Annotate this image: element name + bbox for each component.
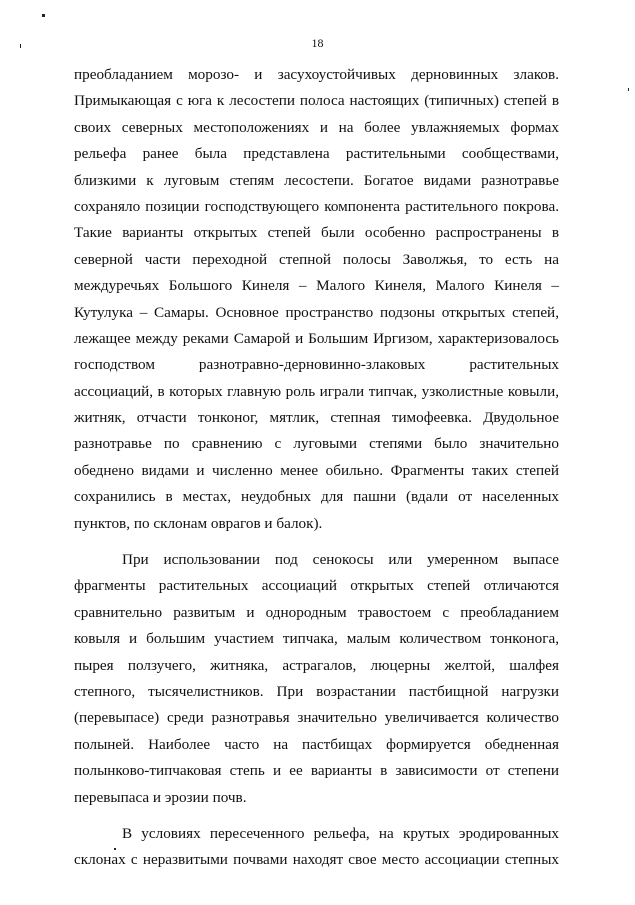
text-line: Такие варианты открытых степей были особенно распространены в	[74, 224, 559, 242]
text-line: Кутулука – Самары. Основное пространство подзоны открытых степей,	[74, 303, 559, 321]
text-line: При использовании под сенокосы или умеренном выпасе	[122, 551, 559, 569]
text-line: междуречьях Большого Кинеля – Малого Кинеля, Малого Кинеля –	[74, 277, 559, 295]
text-line: господством разнотравно-дерновинно-злаковых растительных	[74, 356, 559, 374]
text-line: преобладанием морозо- и засухоустойчивых дерновинных злаков.	[74, 66, 559, 83]
text-line: северной части переходной степной полосы Заволжья, то есть на	[74, 250, 559, 268]
paragraph-gap	[74, 537, 559, 547]
text-line: сохраняло позиции господствующего компонента растительного покрова.	[74, 197, 559, 215]
document-body	[74, 62, 559, 874]
page-number: 18	[311, 36, 324, 50]
paragraph-gap	[74, 811, 559, 821]
text-line: ковыля и большим участием типчака, малым количеством тонконога,	[74, 630, 559, 648]
text-line: Примыкающая с юга к лесостепи полоса настоящих (типичных) степей в	[74, 92, 559, 110]
paragraph	[74, 547, 559, 811]
text-line: сохранились в местах, неудобных для пашни (вдали от населенных	[74, 488, 559, 506]
text-line: полынково-типчаковая степь и ее варианты в зависимости от степени	[74, 762, 559, 780]
text-line: склонах с неразвитыми почвами находят свое место ассоциации степных	[74, 851, 559, 869]
text-line: рельефа ранее была представлена растительными сообществами,	[74, 145, 559, 163]
text-line: В условиях пересеченного рельефа, на крутых эродированных	[122, 824, 559, 842]
text-line: перевыпаса и эрозии почв.	[74, 788, 247, 806]
text-line: степного, тысячелистников. При возрастании пастбищной нагрузки	[74, 682, 559, 700]
text-line: близкими к луговым степям лесостепи. Богатое видами разнотравье	[74, 171, 559, 189]
text-line: разнотравье по сравнению с луговыми степями было значительно	[74, 435, 559, 453]
text-line: фрагменты растительных ассоциаций открытых степей отличаются	[74, 577, 559, 595]
scan-speck	[42, 14, 45, 17]
text-line: своих северных местоположениях и на более увлажняемых формах	[74, 118, 559, 136]
text-line: полыней. Наиболее часто на пастбищах формируется обедненная	[74, 735, 559, 753]
paragraph	[74, 62, 559, 537]
text-line: житняк, отчасти тонконог, мятлик, степная тимофеевка. Двудольное	[74, 409, 559, 427]
text-line: лежащее между реками Самарой и Большим Иргизом, характеризовалось	[74, 329, 559, 347]
text-line: обеднено видами и численно менее обильно. Фрагменты таких степей	[74, 461, 559, 479]
paragraph	[74, 821, 559, 874]
text-line: (перевыпасе) среди разнотравья значительно увеличивается количество	[74, 709, 559, 727]
text-line: сравнительно развитым и однородным травостоем с преобладанием	[74, 603, 559, 621]
text-line: пырея ползучего, житняка, астрагалов, люцерны желтой, шалфея	[74, 656, 559, 674]
scan-speck	[628, 88, 629, 91]
text-line: пунктов, по склонам оврагов и балок).	[74, 514, 323, 532]
text-line: ассоциаций, в которых главную роль играли типчак, узколистные ковыли,	[74, 382, 559, 400]
